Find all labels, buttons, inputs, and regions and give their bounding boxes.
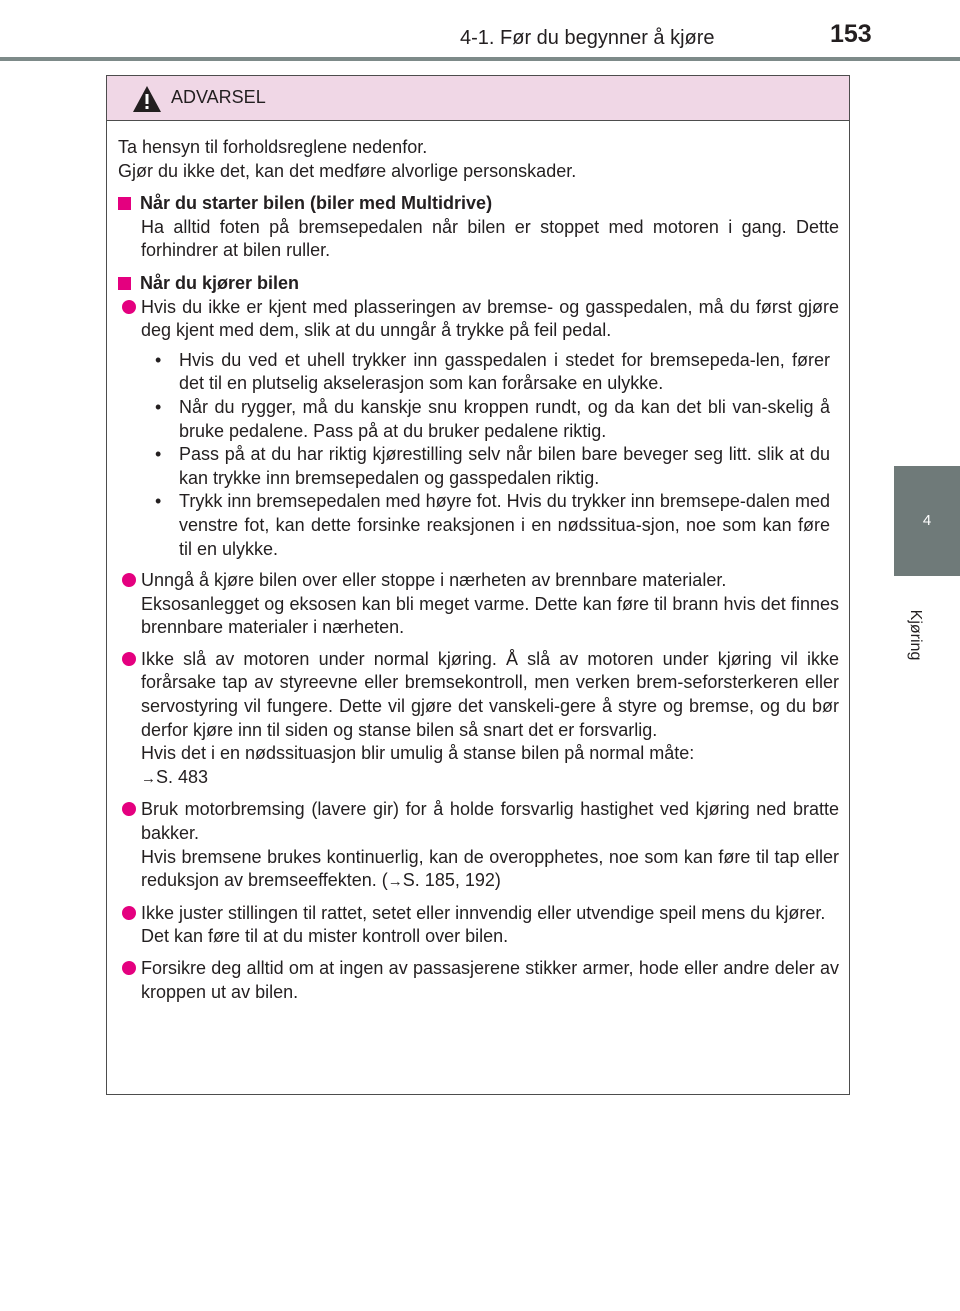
arrow-right-icon: → [387, 873, 403, 891]
sub-item: • Pass på at du har riktig kjørestilling selv når bilen bare beveger seg litt. slik at du kan trykke inn bremsepedalen og gasspedalen riktig. [155, 444, 830, 488]
sub-item: • Trykk inn bremsepedalen med høyre fot. Hvis du trykker inn bremsepe-dalen med venstre fot, kan dette forsinke reaksjonen i en nødssitua-sjon, noe som kan føre til en ulykke. [155, 491, 830, 559]
bullet-dot-icon [122, 652, 136, 666]
bullet-item: Bruk motorbremsing (lavere gir) for å holde forsvarlig hastighet ved kjøring ned bratte bakker. Hvis bremsene brukes kontinuerlig, kan de overopphetes, noe som kan føre til tap eller reduksjon av bremseeffekten. (→S. 185, 192) [118, 798, 839, 893]
chapter-tab [894, 466, 960, 576]
section-square-icon [118, 197, 131, 210]
warning-triangle-icon [132, 85, 162, 113]
warning-title: ADVARSEL [171, 87, 266, 107]
bullet-item: Hvis du ikke er kjent med plasseringen av bremse- og gasspedalen, må du først gjøre deg kjent med dem, slik at du unngår å trykke på feil pedal. • Hvis du ved et uhell trykker inn gasspedalen i stedet for bremsepeda-len, fører det til en plutselig akselerasjon som kan forårsake en ulykke. • Når du rygger, må du kanskje snu kroppen rundt, og da kan det bli van-skelig å bruke pedalene. Pass på at du bruker pedalene riktig. • Pass på at du har riktig kjørestilling selv når bilen bare beveger seg litt. slik at du kan trykke inn bremsepedalen og gasspedalen riktig. • Trykk inn bremsepedalen med høyre fot. Hvis du trykker inn bremsepe-dalen med venstre fot, kan dette forsinke reaksjonen i en nødssitua-sjon, noe som kan føre til en ulykke. [118, 296, 839, 562]
warning-box [106, 75, 850, 1095]
bullet-dot-icon [122, 573, 136, 587]
chapter-label: Kjøring [907, 609, 924, 661]
bullet-item: Forsikre deg alltid om at ingen av passasjerene stikker armer, hode eller andre deler av kroppen ut av bilen. [118, 957, 839, 1004]
sub-item: • Når du rygger, må du kanskje snu kroppen rundt, og da kan det bli van-skelig å bruke pedalene. Pass på at du bruker pedalene riktig. [155, 396, 830, 441]
sub-list [141, 349, 839, 561]
header-rule [0, 57, 960, 61]
warning-header [107, 76, 849, 121]
section-square-icon [118, 277, 131, 290]
page-reference: S. 185, 192) [402, 870, 501, 891]
section-title: 4-1. Før du begynner å kjøre [460, 27, 715, 49]
bullet-dot-icon [122, 906, 136, 920]
bullet-dot-icon [122, 802, 136, 816]
section-heading-driving: Når du kjører bilen [118, 272, 839, 296]
section-text-starting: Ha alltid foten på bremsepedalen når bilen er stoppet med motoren i gang. Dette forhindrer at bilen ruller. [141, 216, 839, 261]
section-heading-starting: Når du starter bilen (biler med Multidrive) [118, 192, 839, 216]
bullet-item: Ikke slå av motoren under normal kjøring. Å slå av motoren under kjøring vil ikke forårsake tap av styreevne eller bremsekontroll, men verken brem-seforsterkeren eller servostyring vil fungere. Dette vil gjøre det vanskeli-gere å styre og bremse, og du bør derfor kjøre inn til siden og stanse bilen så snart det er forsvarlig. Hvis det i en nødssituasjon blir umulig å stanse bilen på normal måte: →S. 483 [118, 648, 839, 791]
sub-item: • Hvis du ved et uhell trykker inn gasspedalen i stedet for bremsepeda-len, fører det til en plutselig akselerasjon som kan forårsake en ulykke. [155, 349, 830, 394]
bullet-item: Unngå å kjøre bilen over eller stoppe i nærheten av brennbare materialer. Eksosanlegget og eksosen kan bli meget varme. Dette kan føre til brann hvis det finnes brennbare materialer i nærheten. [118, 569, 839, 640]
arrow-right-icon: → [141, 769, 156, 787]
bullet-dot-icon [122, 961, 136, 975]
chapter-number: 4 [922, 512, 932, 529]
warning-body [107, 121, 849, 1004]
intro-line-2: Gjør du ikke det, kan det medføre alvorlige personskader. [118, 160, 577, 181]
intro-line-1: Ta hensyn til forholdsreglene nedenfor. [118, 137, 428, 157]
bullet-item: Ikke juster stillingen til rattet, setet eller innvendig eller utvendige speil mens du kjører. Det kan føre til at du mister kontroll over bilen. [118, 902, 839, 949]
bullet-dot-icon [122, 300, 136, 314]
page-reference: →S. 483 [141, 766, 209, 787]
page-number: 153 [830, 20, 872, 48]
